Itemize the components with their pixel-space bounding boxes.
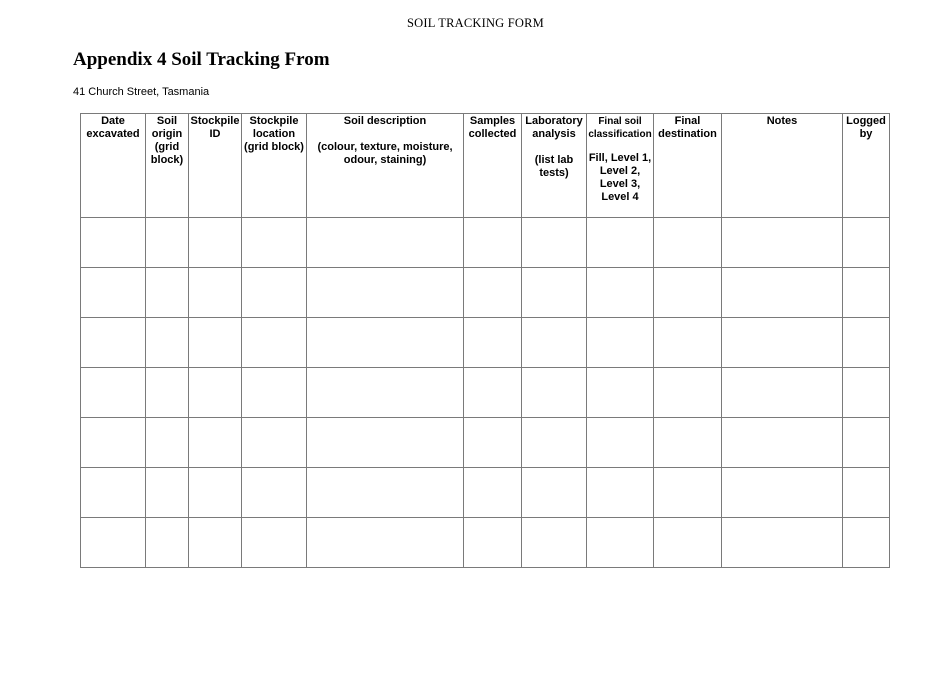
table-cell[interactable]: [146, 268, 189, 318]
table-row: [81, 268, 890, 318]
table-cell[interactable]: [307, 368, 464, 418]
table-cell[interactable]: [722, 318, 843, 368]
table-cell[interactable]: [242, 318, 307, 368]
column-header-stockpile-id: [189, 114, 242, 218]
table-cell[interactable]: [654, 518, 722, 568]
table-cell[interactable]: [464, 418, 522, 468]
table-cell[interactable]: [81, 218, 146, 268]
table-cell[interactable]: [242, 418, 307, 468]
column-header-label: Stockpile ID: [190, 115, 240, 140]
table-cell[interactable]: [242, 468, 307, 518]
column-header-label: Soil origin (grid block): [150, 115, 184, 166]
table-cell[interactable]: [587, 218, 654, 268]
table-cell[interactable]: [242, 218, 307, 268]
table-cell[interactable]: [654, 318, 722, 368]
table-cell[interactable]: [146, 418, 189, 468]
table-row: [81, 418, 890, 468]
column-header-stockpile-location: [242, 114, 307, 218]
table-cell[interactable]: [722, 418, 843, 468]
table-cell[interactable]: [189, 268, 242, 318]
column-header-soil-description: [307, 114, 464, 218]
table-cell[interactable]: [242, 368, 307, 418]
table-cell[interactable]: [654, 368, 722, 418]
table-cell[interactable]: [464, 468, 522, 518]
table-cell[interactable]: [654, 418, 722, 468]
table-row: [81, 468, 890, 518]
column-header-notes: [722, 114, 843, 218]
table-cell[interactable]: [189, 418, 242, 468]
table-cell[interactable]: [843, 218, 890, 268]
table-cell[interactable]: [522, 318, 587, 368]
table-cell[interactable]: [654, 468, 722, 518]
table-cell[interactable]: [722, 268, 843, 318]
table-cell[interactable]: [654, 218, 722, 268]
table-cell[interactable]: [587, 518, 654, 568]
table-cell[interactable]: [307, 418, 464, 468]
column-header-soil-origin: [146, 114, 189, 218]
table-cell[interactable]: [522, 418, 587, 468]
column-header-sublabel: (colour, texture, moisture, odour, staining): [317, 141, 453, 166]
table-cell[interactable]: [843, 418, 890, 468]
column-header-samples-collected: [464, 114, 522, 218]
table-cell[interactable]: [722, 218, 843, 268]
table-cell[interactable]: [146, 368, 189, 418]
table-cell[interactable]: [242, 268, 307, 318]
table-row: [81, 368, 890, 418]
running-header: SOIL TRACKING FORM: [407, 16, 544, 30]
column-header-date-excavated: [81, 114, 146, 218]
column-header-final-destination: [654, 114, 722, 218]
column-header-label: Date excavated: [86, 115, 140, 140]
table-cell[interactable]: [722, 368, 843, 418]
table-header-row: [81, 114, 890, 218]
table-cell[interactable]: [843, 318, 890, 368]
table-cell[interactable]: [587, 468, 654, 518]
table-cell[interactable]: [522, 518, 587, 568]
column-header-laboratory-analysis: [522, 114, 587, 218]
column-header-label: Final soil classification: [588, 116, 652, 140]
page-title: Appendix 4 Soil Tracking From: [73, 49, 330, 70]
table-cell[interactable]: [464, 218, 522, 268]
table-cell[interactable]: [307, 218, 464, 268]
table-cell[interactable]: [843, 468, 890, 518]
table-cell[interactable]: [843, 518, 890, 568]
column-header-label: Notes: [766, 115, 798, 127]
table-cell[interactable]: [146, 218, 189, 268]
table-cell[interactable]: [522, 218, 587, 268]
table-cell[interactable]: [81, 518, 146, 568]
table-cell[interactable]: [522, 368, 587, 418]
table-cell[interactable]: [464, 268, 522, 318]
table-cell[interactable]: [307, 318, 464, 368]
table-cell[interactable]: [189, 468, 242, 518]
table-cell[interactable]: [722, 518, 843, 568]
table-cell[interactable]: [189, 368, 242, 418]
table-row: [81, 218, 890, 268]
table-cell[interactable]: [587, 318, 654, 368]
table-cell[interactable]: [522, 468, 587, 518]
table-cell[interactable]: [189, 518, 242, 568]
table-cell[interactable]: [189, 318, 242, 368]
column-header-label: Stockpile location (grid block): [244, 115, 304, 153]
column-header-label: Laboratory analysis: [525, 115, 583, 140]
column-header-sublabel: (list lab tests): [534, 154, 574, 179]
table-cell[interactable]: [189, 218, 242, 268]
table-cell[interactable]: [81, 368, 146, 418]
table-cell[interactable]: [587, 268, 654, 318]
table-cell[interactable]: [464, 368, 522, 418]
soil-tracking-table: [80, 113, 890, 568]
table-row: [81, 518, 890, 568]
table-cell[interactable]: [146, 468, 189, 518]
table-cell[interactable]: [843, 268, 890, 318]
table-row: [81, 318, 890, 368]
column-header-label: Soil description: [343, 115, 427, 127]
table-cell[interactable]: [464, 518, 522, 568]
table-cell[interactable]: [522, 268, 587, 318]
table-cell[interactable]: [587, 368, 654, 418]
table-cell[interactable]: [307, 268, 464, 318]
site-address: 41 Church Street, Tasmania: [73, 86, 210, 98]
column-header-logged-by: [843, 114, 890, 218]
table-cell[interactable]: [146, 518, 189, 568]
table-cell[interactable]: [146, 318, 189, 368]
table-cell[interactable]: [81, 318, 146, 368]
table-cell[interactable]: [307, 518, 464, 568]
table-cell[interactable]: [654, 268, 722, 318]
table-cell[interactable]: [81, 468, 146, 518]
column-header-sublabel: Fill, Level 1, Level 2, Level 3, Level 4: [588, 152, 652, 203]
table-cell[interactable]: [587, 418, 654, 468]
table-cell[interactable]: [307, 468, 464, 518]
column-header-label: Samples collected: [468, 115, 517, 140]
column-header-final-soil-classification: [587, 114, 654, 218]
table-cell[interactable]: [242, 518, 307, 568]
column-header-label: Final destination: [658, 115, 717, 140]
table-cell[interactable]: [464, 318, 522, 368]
column-header-label: Logged by: [846, 115, 886, 140]
table-cell[interactable]: [81, 268, 146, 318]
table-cell[interactable]: [843, 368, 890, 418]
table-cell[interactable]: [81, 418, 146, 468]
table-cell[interactable]: [722, 468, 843, 518]
